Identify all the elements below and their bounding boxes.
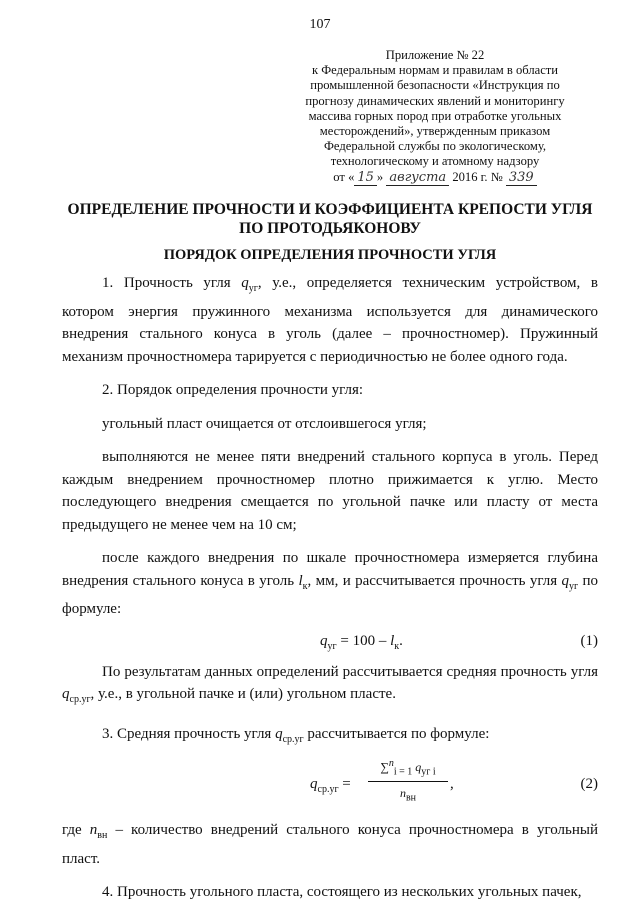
var: l: [390, 632, 395, 649]
paragraph-1: [62, 272, 598, 368]
fraction-numerator: [368, 757, 448, 782]
sub: i = 1: [393, 766, 413, 778]
sub: вн: [97, 830, 108, 841]
appendix-header: [300, 48, 570, 185]
title-line: ОПРЕДЕЛЕНИЕ ПРОЧНОСТИ И КОЭФФИЦИЕНТА КРЕПОСТИ УГЛЯ: [67, 201, 593, 218]
var: q: [320, 632, 328, 649]
sub: ср.уг: [69, 694, 91, 705]
appendix-line: Приложение № 22: [385, 48, 485, 62]
handwritten-order-number: 339: [506, 170, 537, 186]
var: q: [275, 725, 283, 742]
order-date-line: [300, 170, 570, 185]
appendix-line: к Федеральным нормам и правилам в области: [311, 63, 559, 78]
text: 1. Прочность угля: [102, 275, 242, 291]
text: по формуле:: [62, 572, 598, 617]
text: =: [338, 776, 351, 792]
text: , мм, и рассчитывается прочность угля: [307, 572, 562, 589]
paragraph-7: [62, 723, 598, 752]
formula-2: [62, 757, 598, 813]
text: , у.е., в угольной пачке и (или) угольном пласте.: [90, 686, 396, 702]
formula-2-fraction: [368, 757, 448, 806]
var: q: [310, 776, 318, 792]
year-text: 2016 г. №: [452, 169, 503, 184]
handwritten-day: 15: [354, 170, 377, 186]
var: q: [62, 686, 70, 702]
title-line: ПО ПРОТОДЬЯКОНОВУ: [239, 220, 421, 237]
text: = 100 –: [336, 632, 391, 649]
var: l: [298, 572, 303, 589]
sub: уг i: [421, 766, 436, 778]
paragraph-9: 4. Прочность угольного пласта, состоящего из нескольких угольных пачек,: [102, 884, 582, 900]
sub: к: [394, 640, 400, 652]
page-number: 107: [309, 17, 331, 32]
appendix-line: прогнозу динамических явлений и мониторингу: [305, 93, 565, 108]
fraction-denominator: [368, 782, 448, 805]
sum-sign: ∑: [380, 760, 389, 774]
date-mid: »: [376, 169, 384, 184]
text: после каждого внедрения по шкале прочностномера измеряется глубина внедрения стального конуса в уголь: [62, 550, 598, 589]
paragraph-3: угольный пласт очищается от отслоившегося угля;: [102, 415, 427, 432]
text: где: [62, 822, 90, 838]
handwritten-month: августа: [386, 170, 449, 186]
paragraph-4: выполняются не менее пяти внедрений стального корпуса в уголь. Перед каждым внедрением прочностномер плотно прижимается к углю. Место последующего внедрения смещается по угольной пачке или пласту от места предыдущего не менее чем на 10 см;: [62, 449, 598, 533]
document-body: [62, 272, 598, 904]
paragraph-5: [62, 547, 598, 621]
sub: к: [302, 580, 308, 592]
appendix-line: месторождений», утвержденным приказом: [319, 124, 551, 139]
section-heading: ПОРЯДОК ОПРЕДЕЛЕНИЯ ПРОЧНОСТИ УГЛЯ: [163, 247, 497, 263]
formula-1-expression: [320, 630, 403, 659]
text: По результатам данных определений рассчитывается средняя прочность угля: [102, 663, 598, 680]
var: q: [415, 760, 422, 774]
formula-1: [62, 627, 598, 657]
var: n: [89, 822, 98, 838]
formula-2-lhs: [310, 773, 351, 802]
text: 3. Средняя прочность угля: [102, 725, 276, 742]
text: .: [399, 632, 403, 649]
paragraph-8: [62, 819, 598, 870]
sub: уг: [327, 640, 337, 652]
formula-2-number: (2): [580, 776, 598, 792]
date-prefix: от «: [333, 169, 355, 184]
var: q: [241, 275, 249, 291]
sub: ср.уг: [317, 784, 339, 795]
appendix-line: технологическому и атомному надзору: [330, 154, 540, 169]
paragraph-6: [62, 661, 598, 712]
text: рассчитывается по формуле:: [303, 725, 490, 742]
sub: ср.уг: [282, 733, 304, 745]
appendix-line: массива горных пород при отработке угольных: [308, 108, 562, 123]
sub: вн: [405, 792, 417, 804]
formula-2-end: ,: [450, 776, 454, 792]
var: n: [399, 786, 406, 801]
document-title: [40, 200, 620, 238]
sub: уг: [568, 580, 579, 592]
formula-1-number: (1): [580, 632, 598, 649]
var: q: [561, 572, 569, 589]
sub: уг: [248, 283, 258, 294]
var: n: [388, 758, 394, 769]
appendix-line: промышленной безопасности «Инструкция по: [310, 78, 560, 93]
appendix-line: Федеральной службы по экологическому,: [323, 139, 547, 154]
text: – количество внедрений стального конуса прочностномера в угольный пласт.: [62, 822, 598, 867]
paragraph-2: 2. Порядок определения прочности угля:: [102, 382, 364, 398]
text: , у.е., определяется техническим устройством, в котором энергия пружинного механизма используется для динамического внедрения стального конуса в уголь (далее – прочностномер). Пружинный механизм прочностномера тарируется с периодичностью не более одного года.: [62, 275, 598, 365]
